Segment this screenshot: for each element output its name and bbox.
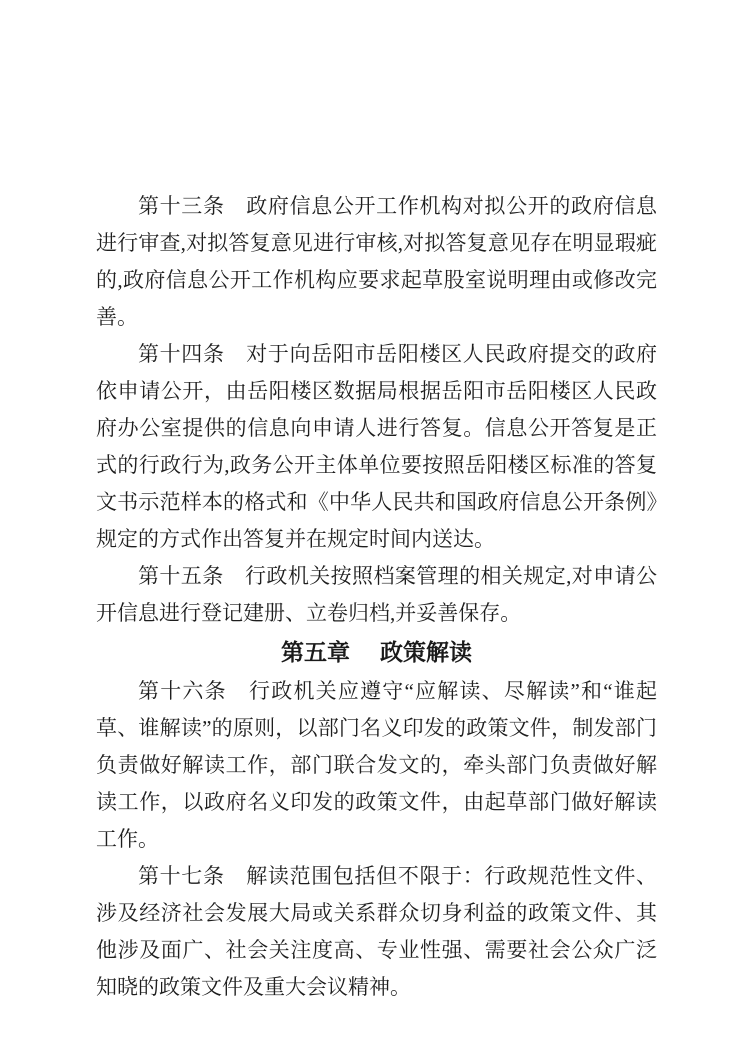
chapter-5-heading bbox=[96, 634, 657, 671]
document-body bbox=[96, 188, 657, 1006]
article-16-paragraph: 第十六条 行政机关应遵守“应解读、尽解读”和“谁起草、谁解读”的原则，以部门名义印发的政策文件，制发部门负责做好解读工作，部门联合发文的，牵头部门负责做好解读工作，以政府名义印发的政策文件，由起草部门做好解读工作。 bbox=[96, 679, 657, 851]
article-15-paragraph: 第十五条 行政机关按照档案管理的相关规定,对申请公开信息进行登记建册、立卷归档,并妥善保存。 bbox=[96, 564, 657, 625]
chapter-title: 政策解读 bbox=[380, 639, 472, 665]
article-17-paragraph: 第十七条 解读范围包括但不限于：行政规范性文件、涉及经济社会发展大局或关系群众切身利益的政策文件、其他涉及面广、社会关注度高、专业性强、需要社会公众广泛知晓的政策文件及重大会议精神。 bbox=[96, 864, 657, 999]
article-13-paragraph: 第十三条 政府信息公开工作机构对拟公开的政府信息进行审查,对拟答复意见进行审核,对拟答复意见存在明显瑕疵的,政府信息公开工作机构应要求起草股室说明理由或修改完善。 bbox=[96, 194, 657, 329]
chapter-number: 第五章 bbox=[281, 639, 350, 665]
article-14-paragraph: 第十四条 对于向岳阳市岳阳楼区人民政府提交的政府依申请公开，由岳阳楼区数据局根据岳阳市岳阳楼区人民政府办公室提供的信息向申请人进行答复。信息公开答复是正式的行政行为,政务公开主体单位要按照岳阳楼区标准的答复文书示范样本的格式和《中华人民共和国政府信息公开条例》规定的方式作出答复并在规定时间内送达。 bbox=[96, 342, 657, 551]
